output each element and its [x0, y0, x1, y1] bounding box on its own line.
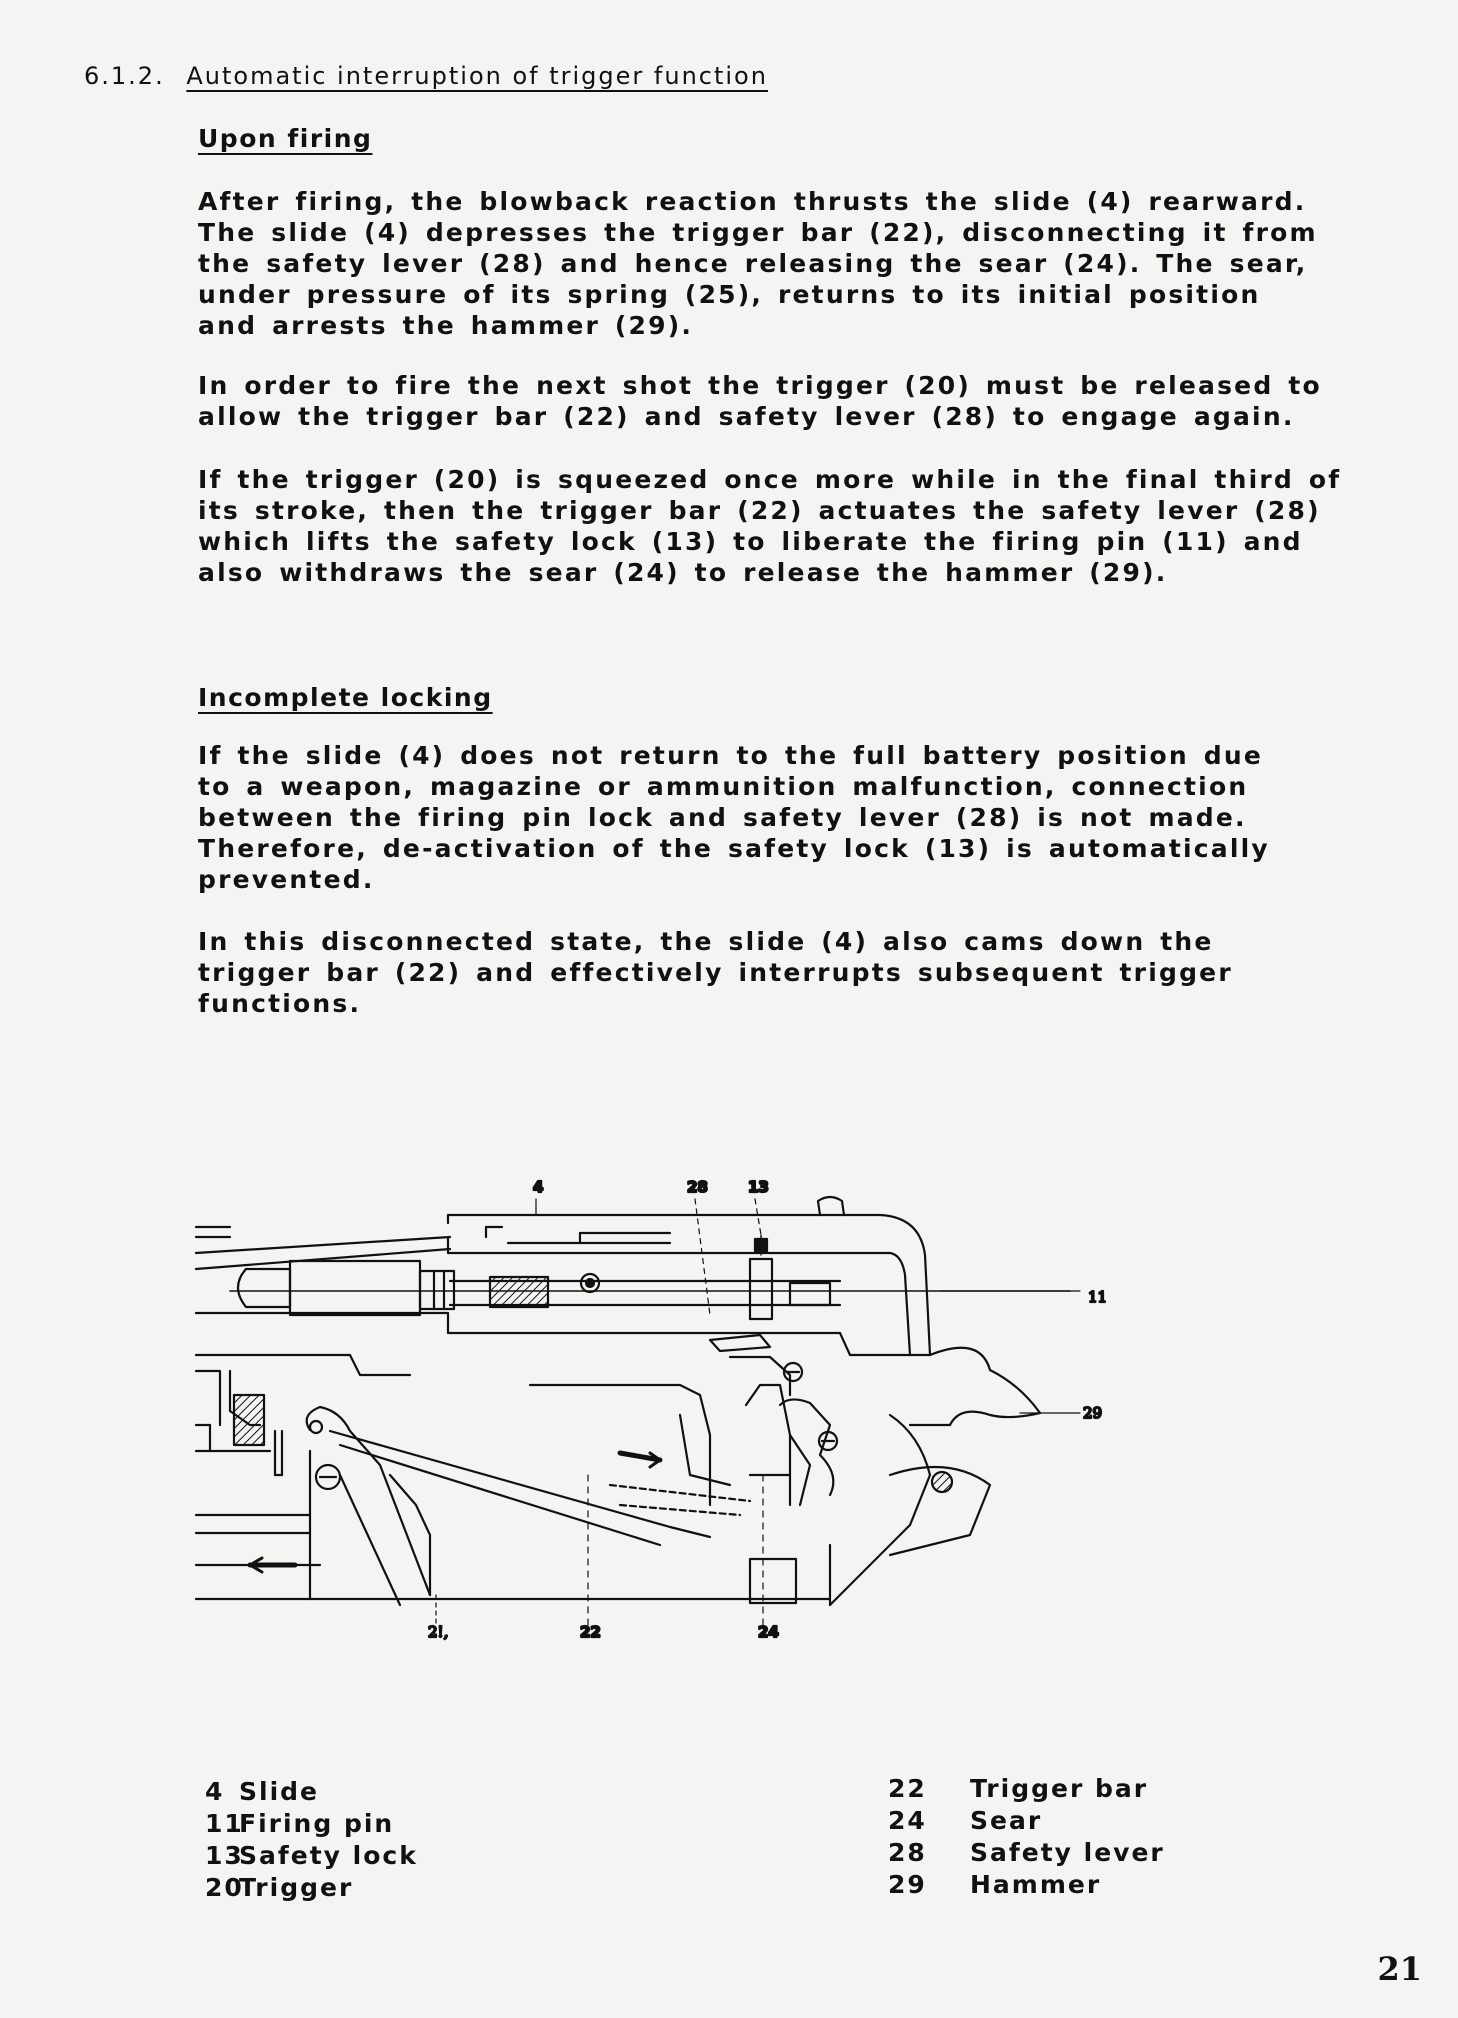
section-heading	[84, 62, 768, 90]
callout-20: 2!,	[428, 1623, 449, 1641]
text-line: allow the trigger bar (22) and safety lever (28) to engage again.	[198, 402, 1295, 431]
text-line: In this disconnected state, the slide (4) also cams down the	[198, 927, 1214, 956]
legend-number: 13	[205, 1841, 244, 1870]
legend-label: Safety lever	[970, 1838, 1165, 1867]
text-line: also withdraws the sear (24) to release the hammer (29).	[198, 558, 1168, 587]
text-line: Therefore, de-activation of the safety lock (13) is automatically	[198, 834, 1270, 863]
text-line: to a weapon, magazine or ammunition malfunction, connection	[198, 772, 1249, 801]
paragraph-upon-firing-2	[198, 370, 1322, 432]
text-line: functions.	[198, 989, 362, 1018]
legend-number: 29	[888, 1870, 927, 1899]
text-line: the safety lever (28) and hence releasing the sear (24). The sear,	[198, 249, 1308, 278]
legend-item	[888, 1773, 1165, 1805]
legend-left	[205, 1776, 418, 1904]
frame	[196, 1355, 830, 1605]
legend-label: Safety lock	[239, 1841, 418, 1870]
callout-11: 11	[1088, 1288, 1108, 1306]
text-line: and arrests the hammer (29).	[198, 311, 694, 340]
legend-label: Trigger	[239, 1873, 354, 1902]
callout-13: 13	[748, 1178, 769, 1196]
legend-number: 4	[205, 1777, 225, 1806]
trigger-bar	[330, 1385, 750, 1545]
text-line: The slide (4) depresses the trigger bar (22), disconnecting it from	[198, 218, 1318, 247]
section-number: 6.1.2.	[84, 62, 165, 90]
text-line: prevented.	[198, 865, 375, 894]
paragraph-upon-firing-1	[198, 186, 1318, 341]
legend-right	[888, 1773, 1165, 1901]
legend-item	[205, 1872, 418, 1904]
trigger-mechanism-diagram	[190, 1175, 1120, 1655]
legend-item	[205, 1840, 418, 1872]
legend-label: Firing pin	[239, 1809, 395, 1838]
callout-24: 24	[758, 1623, 779, 1641]
legend-label: Slide	[239, 1777, 319, 1806]
cartridge	[238, 1261, 454, 1315]
legend-label: Sear	[970, 1806, 1043, 1835]
firing-pin	[230, 1235, 1070, 1319]
legend-number: 28	[888, 1838, 927, 1867]
safety-lever	[710, 1335, 802, 1395]
page-number: 21	[1377, 1950, 1422, 1988]
callout-22: 22	[580, 1623, 601, 1641]
callout-28: 28	[687, 1178, 708, 1196]
text-line: trigger bar (22) and effectively interrupts subsequent trigger	[198, 958, 1233, 987]
text-line: After firing, the blowback reaction thrusts the slide (4) rearward.	[198, 187, 1307, 216]
legend-number: 22	[888, 1774, 927, 1803]
text-line: which lifts the safety lock (13) to liberate the firing pin (11) and	[198, 527, 1303, 556]
section-title: Automatic interruption of trigger function	[186, 62, 768, 90]
legend-number: 20	[205, 1873, 244, 1902]
legend-item	[888, 1869, 1165, 1901]
sear	[746, 1385, 796, 1603]
legend-item	[205, 1776, 418, 1808]
legend-item	[888, 1805, 1165, 1837]
trigger	[307, 1407, 430, 1605]
legend-label: Trigger bar	[970, 1774, 1149, 1803]
paragraph-upon-firing-3	[198, 464, 1342, 588]
slide-outline	[196, 1197, 930, 1355]
hammer	[780, 1348, 1040, 1605]
legend-number: 11	[205, 1809, 244, 1838]
legend-item	[205, 1808, 418, 1840]
text-line: its stroke, then the trigger bar (22) actuates the safety lever (28)	[198, 496, 1321, 525]
subheading-upon-firing: Upon firing	[198, 124, 373, 153]
text-line: under pressure of its spring (25), returns to its initial position	[198, 280, 1261, 309]
legend-label: Hammer	[970, 1870, 1102, 1899]
text-line: If the trigger (20) is squeezed once more while in the final third of	[198, 465, 1342, 494]
callout-29: 29	[1083, 1404, 1103, 1422]
paragraph-incomplete-locking-1	[198, 740, 1288, 895]
subheading-incomplete-locking: Incomplete locking	[198, 683, 493, 712]
text-line: If the slide (4) does not return to the full battery position due	[198, 741, 1263, 770]
text-line: between the firing pin lock and safety lever (28) is not made.	[198, 803, 1247, 832]
callout-4: 4	[533, 1178, 544, 1196]
text-line: In order to fire the next shot the trigger (20) must be released to	[198, 371, 1322, 400]
legend-item	[888, 1837, 1165, 1869]
paragraph-incomplete-locking-2	[198, 926, 1288, 1019]
legend-number: 24	[888, 1806, 927, 1835]
